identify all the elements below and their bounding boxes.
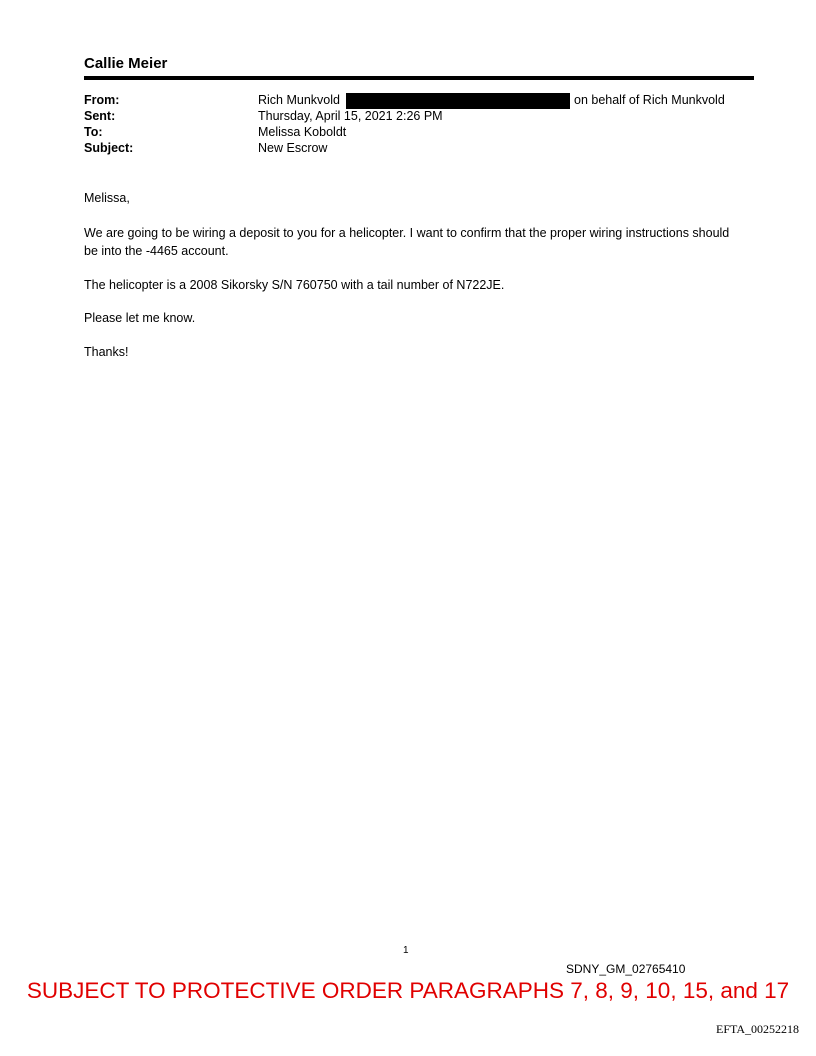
sent-label: Sent: [84,109,116,123]
from-label: From: [84,93,120,107]
on-behalf-text: on behalf of Rich Munkvold [574,93,725,107]
header-divider [84,76,754,80]
page-number: 1 [403,945,409,956]
body-paragraph-1-line-2: be into the -4465 account. [84,244,229,258]
body-paragraph-1-line-1: We are going to be wiring a deposit to you for a helicopter. I want to confirm that the proper wiring instructions should [84,226,730,240]
bates-number: SDNY_GM_02765410 [566,962,686,976]
greeting: Melissa, [84,191,130,205]
body-paragraph-2: The helicopter is a 2008 Sikorsky S/N 760750 with a tail number of N722JE. [84,278,505,292]
efta-id: EFTA_00252218 [716,1022,800,1036]
subject-label: Subject: [84,141,134,155]
body-paragraph-3: Please let me know. [84,311,196,325]
redaction-box [346,93,570,109]
sent-value: Thursday, April 15, 2021 2:26 PM [258,109,443,123]
to-value: Melissa Koboldt [258,125,347,139]
from-value: Rich Munkvold [258,93,340,107]
subject-value: New Escrow [258,141,328,155]
mailbox-owner-name: Callie Meier [84,55,168,72]
protective-order-notice: SUBJECT TO PROTECTIVE ORDER PARAGRAPHS 7, 8, 9, 10, 15, and 17 [26,978,790,1003]
to-label: To: [84,125,103,139]
closing: Thanks! [84,345,129,359]
